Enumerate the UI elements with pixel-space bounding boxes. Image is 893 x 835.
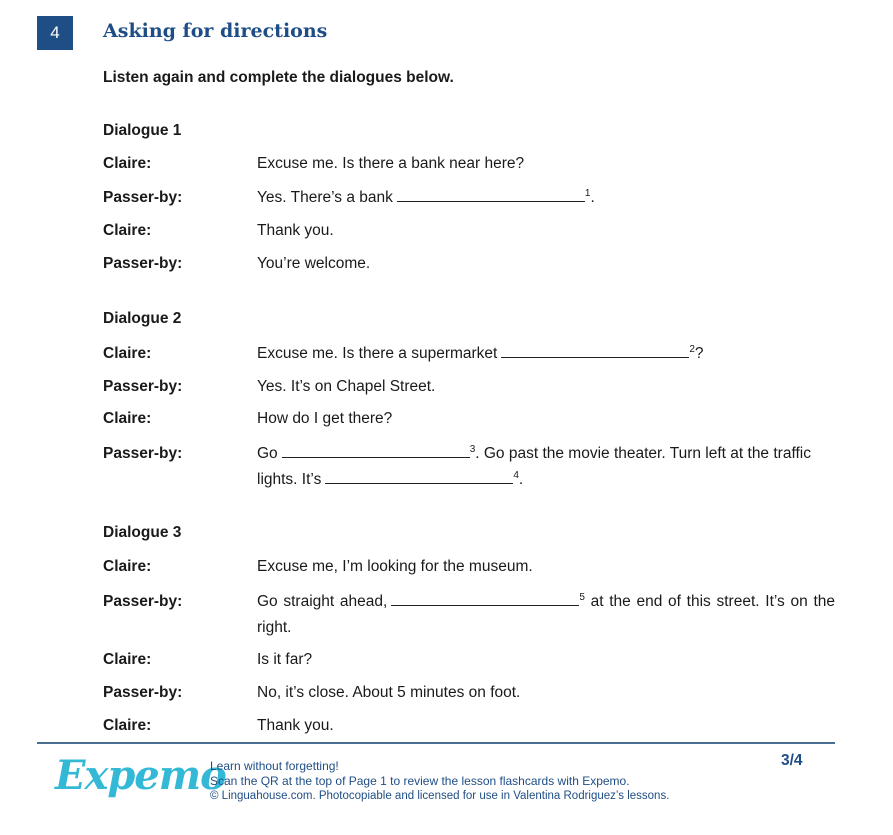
dialogue-2-title: Dialogue 2 [103,310,182,327]
speaker-label: Claire: [103,717,152,734]
line-text-end: at the end of this street. It’s on the right. [257,593,835,636]
line-text: You’re welcome. [257,255,371,272]
speaker-label: Claire: [103,345,152,362]
instruction-text: Listen again and complete the dialogues below. [103,69,454,86]
gap-3-blank[interactable] [282,441,470,458]
gap-3-number: 3 [469,444,476,455]
gap-4-blank[interactable] [325,467,513,484]
speaker-label: Passer-by: [103,593,183,610]
line-text: Yes. It’s on Chapel Street. [257,378,436,395]
speaker-label: Passer-by: [103,684,183,701]
speaker-label: Claire: [103,558,152,575]
line-text-end: . [518,471,524,488]
footer-qr-note: Scan the QR at the top of Page 1 to review the lesson flashcards with Expemo. [210,774,630,788]
speaker-label: Passer-by: [103,255,183,272]
line-text: No, it’s close. About 5 minutes on foot. [257,684,521,701]
section-title: Asking for directions [103,20,328,42]
speaker-label: Passer-by: [103,378,183,395]
footer-tagline: Learn without forgetting! [210,759,339,773]
gap-4-number: 4 [513,470,519,481]
line-text-start: Go [257,445,278,462]
speaker-label: Claire: [103,155,152,172]
line-text [257,185,835,211]
line-text: Thank you. [257,222,334,239]
line-text-end: ? [694,345,704,362]
expemo-logo: Expemo [55,752,226,799]
section-number-badge: 4 [37,16,73,50]
gap-1-number: 1 [584,188,591,199]
footer-divider [37,742,835,744]
speaker-label: Claire: [103,410,152,427]
dialogue-3-title: Dialogue 3 [103,524,182,541]
footer-copyright: © Linguahouse.com. Photocopiable and licensed for use in Valentina Rodriguez’s lessons. [210,790,670,802]
speaker-label: Claire: [103,222,152,239]
line-text [257,441,835,493]
dialogue-1-title: Dialogue 1 [103,122,182,139]
page-number: 3/4 [781,752,803,769]
line-text: Excuse me, I’m looking for the museum. [257,558,533,575]
line-text-start: Go straight ahead, [257,593,388,610]
gap-1-blank[interactable] [397,185,585,202]
speaker-label: Passer-by: [103,445,183,462]
speaker-label: Passer-by: [103,189,183,206]
line-text: Thank you. [257,717,334,734]
footer-text [210,759,669,804]
line-text: How do I get there? [257,410,393,427]
gap-2-blank[interactable] [501,341,689,358]
line-text-start: Yes. There’s a bank [257,189,393,206]
line-text [257,589,835,641]
gap-5-blank[interactable] [391,589,579,606]
line-text-end: . [590,189,595,206]
gap-5-number: 5 [579,592,585,603]
line-text: Is it far? [257,651,313,668]
line-text-middle: . Go past the movie theater. Turn left at the traffic lights. It’s [257,445,811,488]
line-text: Excuse me. Is there a bank near here? [257,155,525,172]
speaker-label: Claire: [103,651,152,668]
line-text [257,341,835,367]
line-text-start: Excuse me. Is there a supermarket [257,345,498,362]
gap-2-number: 2 [689,344,695,355]
